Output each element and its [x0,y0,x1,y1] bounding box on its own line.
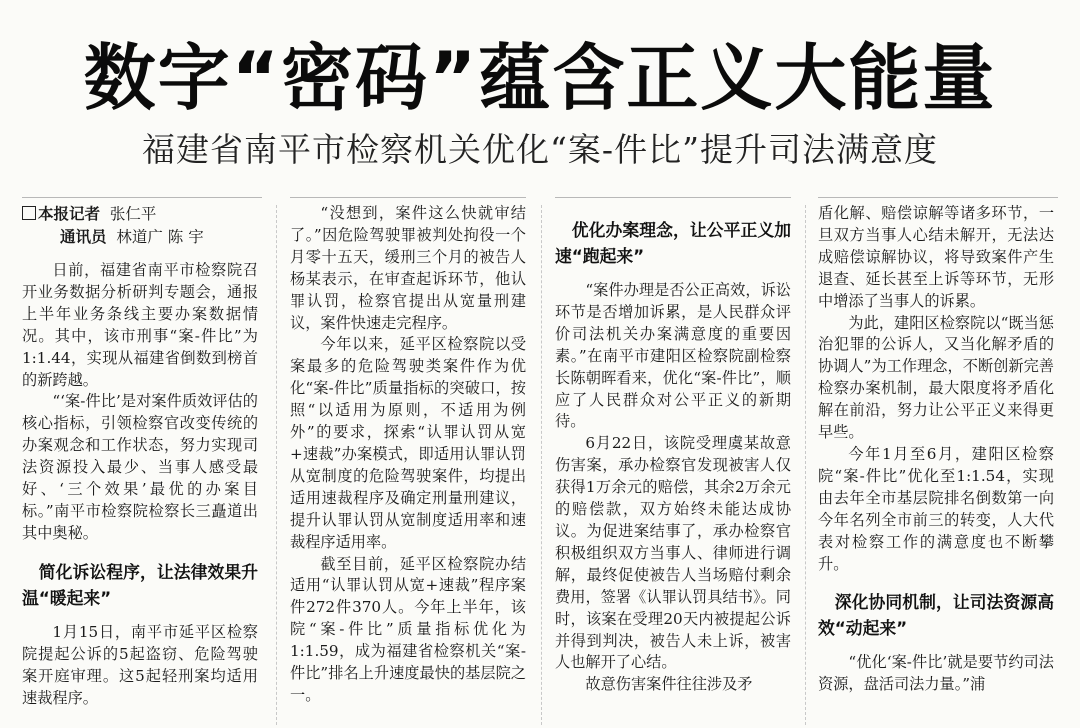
top-rule [555,197,791,198]
paragraph: “案件办理是否公正高效，诉讼环节是否增加诉累，是人民群众评价司法机关办案满意度的重要因素。”在南平市建阳区检察院副检察长陈朝晖看来，优化“案-件比”，顺应了人民群众对公平正义的新期待。 [555,281,791,431]
subheadline: 福建省南平市检察机关优化“案-件比”提升司法满意度 [142,130,938,169]
correspondent-role: 通讯员 [60,228,107,246]
article-column-3 [555,203,791,696]
paragraph: 截至目前，延平区检察院办结适用“认罪认罚从宽+速裁”程序案件272件370人。今年上半年，该院“案-件比”质量指标优化为1:1.59，成为福建省检察机关“案-件比”排名上升速度最快的基层院之一。 [290,554,526,704]
column-divider [541,205,542,725]
correspondent-line [22,226,258,249]
correspondent-names: 林道广 陈 宇 [116,228,204,246]
reporter-name: 张仁平 [109,205,157,223]
paragraph: “‘案-件比’是对案件质效评估的核心指标，引领检察官改变传统的办案观念和工作状态，努力实现司法资源投入最少、当事人感受最好、‘三个效果’最优的办案目标。”南平市检察院检察长三矗道出其中奥秘。 [22,392,258,542]
paragraph: 1月15日，南平市延平区检察院提起公诉的5起盗窃、危险驾驶案开庭审理。这5起轻刑案均适用速裁程序。 [22,622,258,707]
paragraph: 日前，福建省南平市检察院召开业务数据分析研判专题会，通报上半年业务条线主要办案数据情况。其中，该市刑事“案-件比”为1:1.44，实现从福建省倒数到榜首的新跨越。 [22,261,258,389]
paragraph: 6月22日，该院受理虞某故意伤害案，承办检察官发现被害人仅获得1万余元的赔偿，其余2万余元的赔偿款，双方始终未能达成协议。为促进案结事了，承办检察官积极组织双方当事人、律师进行调解，最终促使被告人当场赔付剩余费用，签署《认罪认罚具结书》。同时，该案在受理20天内被提起公诉并得到判决，被告人未上诉，被害人也解开了心结。 [555,434,791,672]
reporter-line [22,203,258,226]
paragraph: 今年1月至6月，建阳区检察院“案-件比”优化至1:1.54，实现由去年全市基层院排名倒数第一向今年名列全市前三的转变，人大代表对检察工作的满意度也不断攀升。 [818,444,1054,573]
paragraph: 今年以来，延平区检察院以受案最多的危险驾驶类案件作为优化“案-件比”质量指标的突破口，按照“以适用为原则，不适用为例外”的要求，探索“认罪认罚从宽+速裁”办案模式，即适用认罪认罚从宽制度的危险驾驶案件，均提出适用速裁程序及确定刑量刑建议，提升认罪认罚从宽制度适用率和速裁程序适用率。 [290,335,526,551]
paragraph: “没想到，案件这么快就审结了。”因危险驾驶罪被判处拘役一个月零十五天，缓刑三个月的被告人杨某表示，在审查起诉环节，他认罪认罚，检察官提出从宽量刑建议，案件快速走完程序。 [290,204,526,332]
paragraph: 故意伤害案件往往涉及矛 [585,675,753,694]
article-column-4 [818,203,1054,696]
byline [22,203,258,249]
section-heading: 优化办案理念，让公平正义加速“跑起来” [555,220,791,266]
square-bullet-icon [22,206,36,220]
top-rule [22,197,262,198]
paragraph: “优化‘案-件比’就是要节约司法资源，盘活司法力量。”浦 [818,653,1054,694]
headline: 数字“密码”蕴含正义大能量 [83,36,997,120]
section-heading: 简化诉讼程序，让法律效果升温“暖起来” [22,561,258,608]
top-rule [290,197,526,198]
top-rule [818,197,1058,198]
column-divider [276,205,277,725]
section-heading: 深化协同机制，让司法资源高效“动起来” [818,592,1054,639]
article-column-2 [290,203,526,707]
article-column-1 [22,203,258,709]
paragraph: 盾化解、赔偿谅解等诸多环节，一旦双方当事人心结未解开，无法达成赔偿谅解协议，将导致案件产生退查、延长甚至上诉等环节，无形中增添了当事人的诉累。 [818,204,1054,310]
column-divider [805,205,806,725]
reporter-role: 本报记者 [38,205,101,223]
paragraph: 为此，建阳区检察院以“既当惩治犯罪的公诉人，又当化解矛盾的协调人”为工作理念，不断创新完善检察办案机制，最大限度将矛盾化解在前沿，努力让公平正义来得更早些。 [818,313,1054,442]
